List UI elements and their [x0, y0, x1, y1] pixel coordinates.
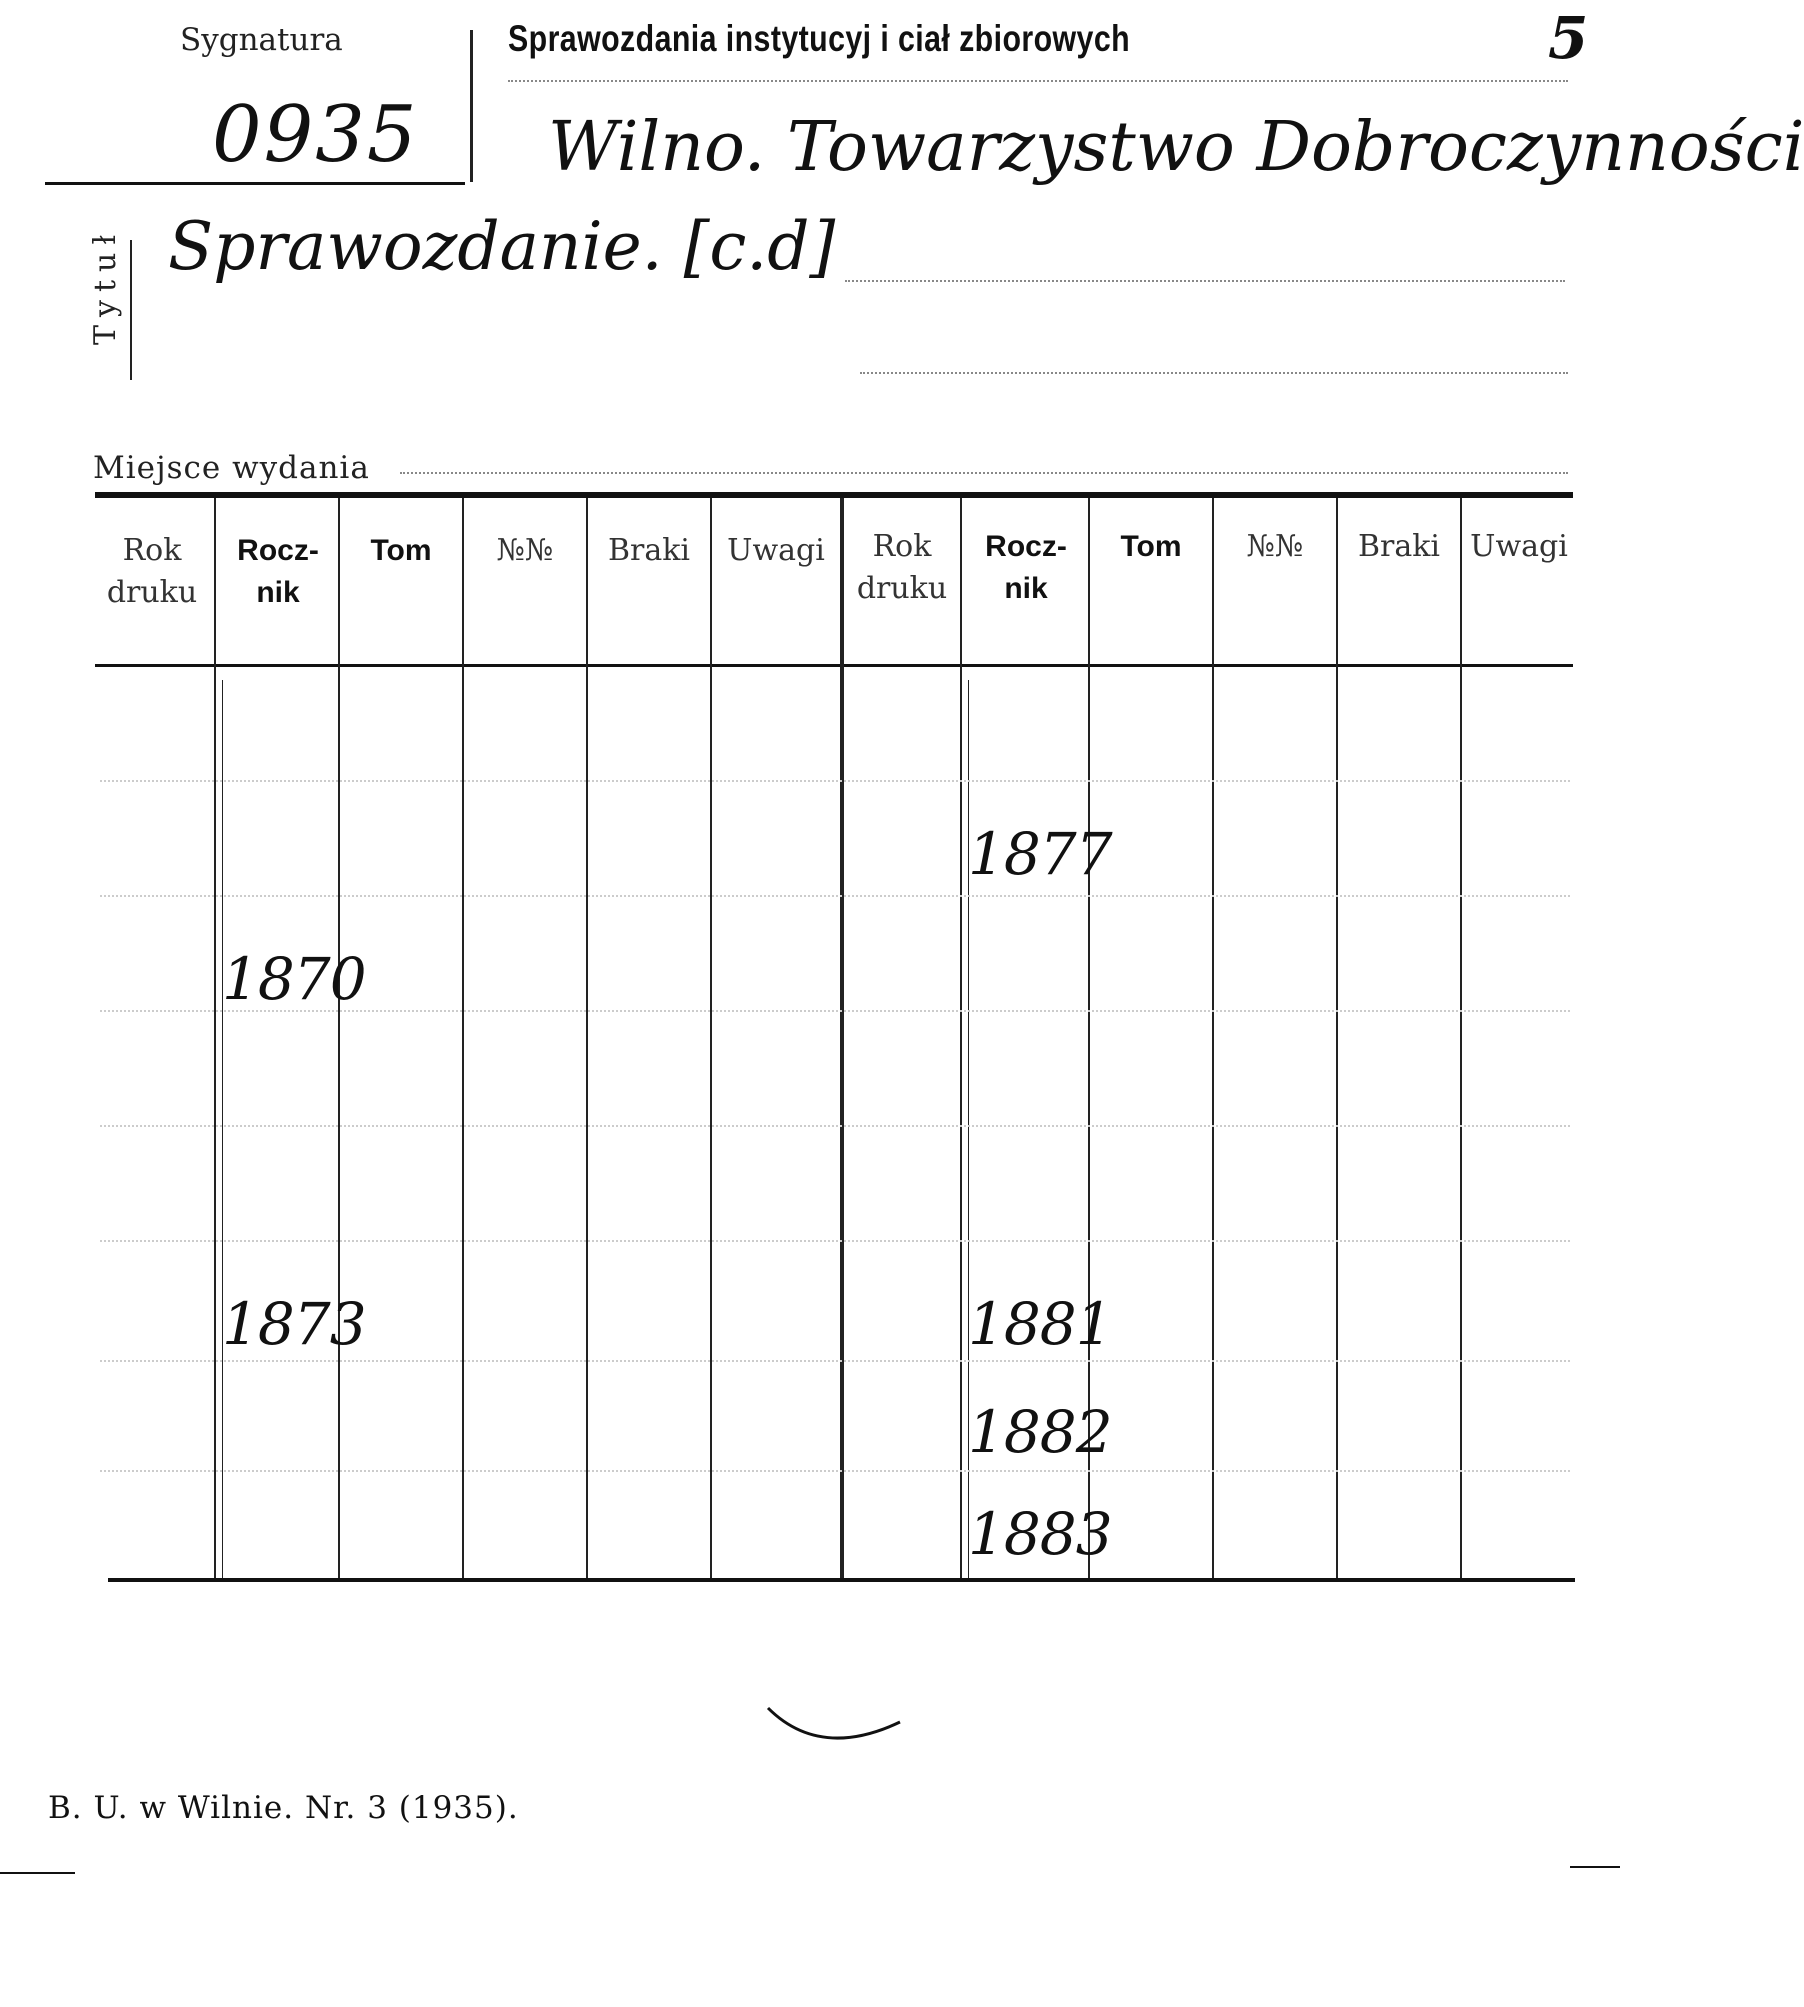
row-guide	[100, 1125, 1570, 1127]
col-header-braki-right: Braki	[1357, 529, 1441, 564]
signature-divider	[470, 30, 473, 182]
table-header-rule	[95, 664, 1573, 667]
title-label: Tytuł	[88, 226, 123, 345]
col-line-3	[462, 498, 464, 1578]
page-number: 5	[1548, 4, 1589, 72]
title-bracket	[130, 240, 142, 380]
place-label: Miejsce wydania	[93, 450, 370, 486]
footer-right-mark	[1570, 1866, 1620, 1868]
category-dotted-line	[508, 80, 1568, 82]
rocznik-entry-right: 1883	[968, 1500, 1112, 1568]
title-handwritten: Sprawozdanie. [c.d]	[168, 208, 836, 285]
signature-label: Sygnatura	[180, 22, 343, 58]
col-line-5	[710, 498, 712, 1578]
col-header-rok-druku-left: Rok druku	[106, 533, 198, 610]
rocznik-entry-left: 1873	[222, 1290, 366, 1358]
col-header-uwagi-right: Uwagi	[1470, 529, 1568, 564]
row-guide	[100, 1360, 1570, 1362]
table-bottom-rule	[108, 1578, 1575, 1582]
col-header-tom-right: Tom	[1120, 530, 1182, 563]
col-header-rok-druku-right: Rok druku	[856, 529, 948, 606]
row-guide	[100, 895, 1570, 897]
col-header-uwagi-left: Uwagi	[727, 533, 825, 568]
heading-handwritten: Wilno. Towarzystwo Dobroczynności	[548, 108, 1804, 187]
col-line-11	[1460, 498, 1462, 1578]
place-dotted-line	[400, 472, 1568, 474]
signature-value: 0935	[212, 90, 419, 180]
col-line-10	[1336, 498, 1338, 1578]
col-line-mid	[840, 498, 844, 1578]
col-header-rocznik-right: Rocz- nik	[985, 530, 1067, 605]
col-header-tom-left: Tom	[370, 534, 432, 567]
footer-text: B. U. w Wilnie. Nr. 3 (1935).	[48, 1790, 519, 1826]
col-line-1	[214, 498, 216, 1578]
rocznik-entry-right: 1882	[968, 1398, 1112, 1466]
flourish-mark	[760, 1700, 910, 1760]
title-dotted-line-1	[845, 280, 1565, 282]
col-header-numery-left: №№	[496, 533, 554, 568]
col-line-9	[1212, 498, 1214, 1578]
row-guide	[100, 1470, 1570, 1472]
rocznik-entry-right: 1881	[968, 1290, 1112, 1358]
col-header-numery-right: №№	[1246, 529, 1304, 564]
title-dotted-line-2	[860, 372, 1568, 374]
col-line-4	[586, 498, 588, 1578]
col-header-braki-left: Braki	[607, 533, 691, 568]
category-header: Sprawozdania instytucyj i ciał zbiorowych	[508, 18, 1131, 59]
col-header-rocznik-left: Rocz- nik	[237, 534, 319, 609]
rocznik-entry-right: 1877	[968, 820, 1112, 888]
col-line-7	[960, 498, 962, 1578]
rocznik-entry-left: 1870	[222, 945, 366, 1013]
row-guide	[100, 780, 1570, 782]
table-top-rule	[95, 492, 1573, 498]
footer-left-mark	[0, 1872, 75, 1874]
col-line-1b	[222, 680, 223, 1578]
col-line-2	[338, 498, 340, 1578]
signature-underline	[45, 182, 465, 185]
row-guide	[100, 1240, 1570, 1242]
